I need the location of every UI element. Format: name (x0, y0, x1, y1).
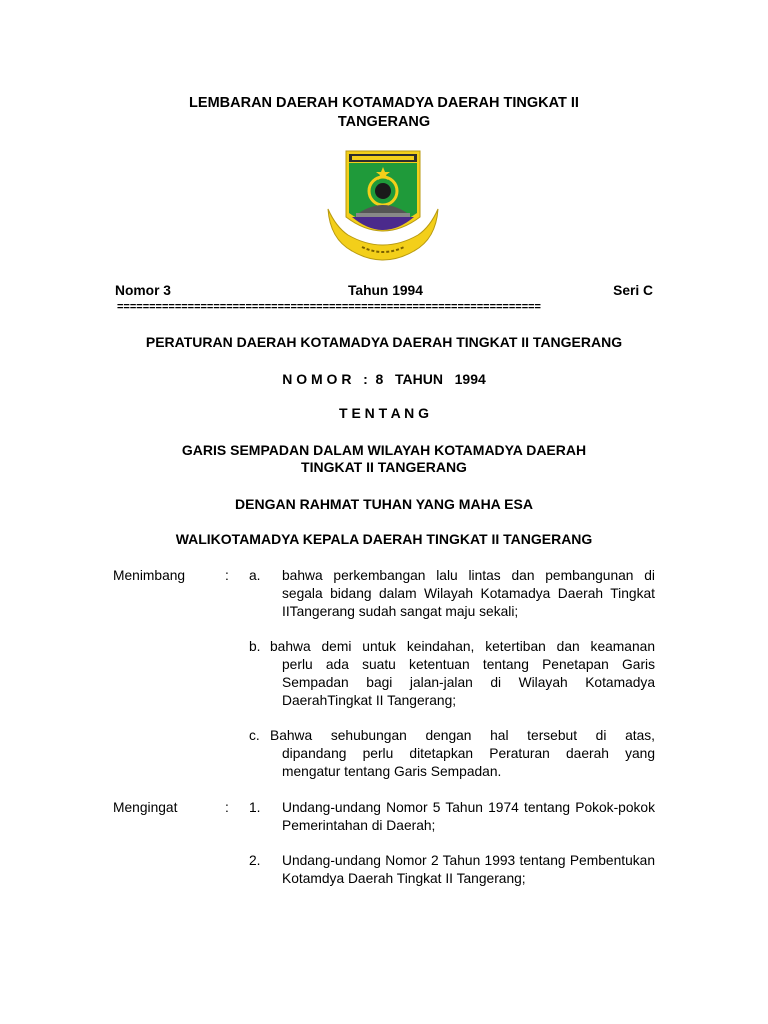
rahmat-heading: DENGAN RAHMAT TUHAN YANG MAHA ESA (235, 496, 533, 512)
tangerang-coat-of-arms-icon (322, 147, 444, 269)
regulation-title: PERATURAN DAERAH KOTAMADYA DAERAH TINGKAT II TANGERANG (145, 334, 623, 350)
menimbang-c-first: Bahwa sehubungan dengan hal tersebut di atas, (270, 728, 655, 743)
tentang-heading: T E N T A N G (339, 405, 429, 421)
menimbang-a-text: bahwa perkembangan lalu lintas dan pembangunan di segala bidang dalam Wilayah Kotamadya Daerah Tingkat IITangerang sudah sangat maju sekali; (282, 568, 655, 619)
menimbang-label: Menimbang (113, 568, 186, 583)
mengingat-colon: : (225, 800, 229, 815)
menimbang-c-rest: dipandang perlu ditetapkan Peraturan daerah yang mengatur tentang Garis Sempadan. (282, 746, 655, 779)
document-header-line2: TANGERANG (337, 114, 431, 130)
mengingat-label: Mengingat (113, 800, 178, 815)
menimbang-b-first: bahwa demi untuk keindahan, ketertiban dan keamanan (270, 639, 655, 654)
mengingat-2-marker: 2. (249, 853, 261, 868)
menimbang-c-marker: c. (249, 728, 260, 743)
mengingat-2-text: Undang-undang Nomor 2 Tahun 1993 tentang Pembentukan Kotamdya Daerah Tingkat II Tangerang; (282, 853, 655, 886)
separator-line: ================================================================== (117, 301, 541, 313)
menimbang-b-marker: b. (249, 639, 261, 654)
meta-tahun: Tahun 1994 (348, 283, 423, 298)
menimbang-colon: : (225, 568, 229, 583)
subject-line1: GARIS SEMPADAN DALAM WILAYAH KOTAMADYA DAERAH (181, 442, 587, 458)
subject-line2: TINGKAT II TANGERANG (301, 459, 467, 475)
document-header-line1: LEMBARAN DAERAH KOTAMADYA DAERAH TINGKAT II (189, 95, 579, 111)
menimbang-b-rest: perlu ada suatu ketentuan tentang Penetapan Garis Sempadan bagi jalan-jalan di Wilayah Kotamadya DaerahTingkat II Tangerang; (282, 657, 655, 708)
mengingat-1-marker: 1. (249, 800, 261, 815)
mengingat-1-text: Undang-undang Nomor 5 Tahun 1974 tentang Pokok-pokok Pemerintahan di Daerah; (282, 800, 655, 833)
meta-seri: Seri C (613, 283, 653, 298)
menimbang-a-marker: a. (249, 568, 261, 583)
meta-nomor: Nomor 3 (115, 283, 171, 298)
walikota-heading: WALIKOTAMADYA KEPALA DAERAH TINGKAT II TANGERANG (175, 531, 593, 547)
regulation-number: N O M O R : 8 TAHUN 1994 (282, 371, 486, 387)
